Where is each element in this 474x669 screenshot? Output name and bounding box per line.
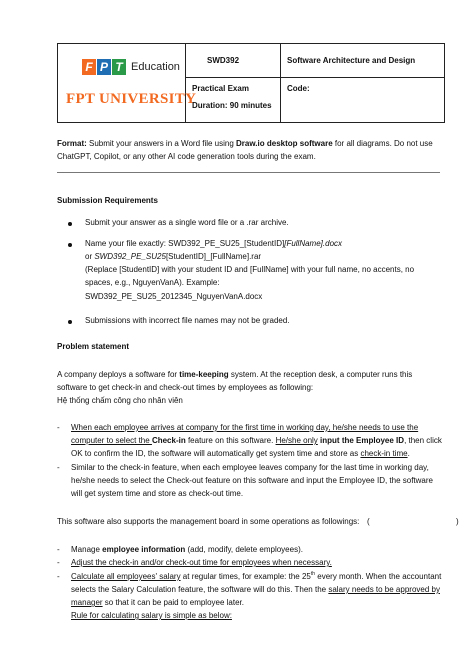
format-line-1: Format: Submit your answers in a Word file using Draw.io desktop software for all diagrams. Do not use: [57, 139, 433, 148]
manage-employee-item: Manage employee information (add, modify, delete employees).: [71, 545, 303, 554]
submission-item-2-line-3: (Replace [StudentID] with your student ID and [FullName] with your full name, no accents, no: [85, 265, 415, 274]
checkin-line-3: OK to confirm the ID, the software will automatically get system time and store as check-in time.: [71, 449, 410, 458]
fpt-letter-f: F: [82, 59, 96, 75]
dash-marker: -: [57, 572, 60, 581]
salary-item-line-1: Calculate all employees' salary at regular times, for example: the 25th every month. When the accountant: [71, 571, 442, 581]
submission-item-1: Submit your answer as a single word file or a .rar archive.: [85, 218, 289, 227]
format-line-2: ChatGPT, Copilot, or any other AI code generation tools during the exam.: [57, 152, 316, 161]
dash-marker: -: [57, 545, 60, 554]
bullet-icon: [68, 222, 72, 226]
adjust-time-item: Adjust the check-in and/or check-out time for employees when necessary.: [71, 558, 332, 567]
format-label: Format:: [57, 139, 87, 148]
fpt-letter-p: P: [97, 59, 111, 75]
table-divider: [185, 77, 444, 78]
exam-type: Practical Exam: [192, 84, 249, 93]
table-divider: [185, 44, 186, 122]
problem-paragraph-line-1: A company deploys a software for time-keeping system. At the reception desk, a computer runs this: [57, 370, 413, 379]
problem-paragraph-line-3: Hệ thống chấm công cho nhân viên: [57, 396, 183, 405]
salary-item-line-3: manager so that it can be paid to employee later.: [71, 598, 244, 607]
checkout-line-2: he/she needs to select the Check-out feature on this software and input the Employee ID, the software: [71, 476, 433, 485]
problem-paragraph-line-2: software to get check-in and check-out times by employees as following:: [57, 383, 314, 392]
exam-duration: Duration: 90 minutes: [192, 101, 272, 110]
salary-rule-line: Rule for calculating salary is simple as below:: [71, 611, 232, 620]
submission-item-2-line-2: or SWD392_PE_SU25[StudentID]_[FullName].rar: [85, 252, 262, 261]
format-tool: Draw.io desktop software: [236, 139, 333, 148]
checkout-line-3: will get system time and store as check-out time.: [71, 489, 244, 498]
checkin-line-1: When each employee arrives at company for the first time in working day, he/she needs to use the: [71, 423, 419, 432]
course-name: Software Architecture and Design: [287, 56, 416, 65]
dash-marker: -: [57, 558, 60, 567]
dash-marker: -: [57, 423, 60, 432]
bullet-icon: [68, 320, 72, 324]
submission-item-3: Submissions with incorrect file names may not be graded.: [85, 316, 290, 325]
open-paren: (: [367, 517, 370, 526]
close-paren: ): [456, 517, 459, 526]
logo-university-text: FPT UNIVERSITY: [66, 91, 197, 107]
header-table: [57, 43, 445, 123]
management-intro: This software also supports the management board in some operations as followings:: [57, 517, 360, 526]
checkin-line-2: computer to select the Check-in feature on this software. He/she only input the Employee ID, then click: [71, 436, 442, 445]
logo-education-text: Education: [131, 61, 180, 73]
submission-heading: Submission Requirements: [57, 196, 158, 205]
section-divider: [57, 172, 440, 173]
submission-item-2-line-5: SWD392_PE_SU25_2012345_NguyenVanA.docx: [85, 292, 263, 301]
submission-item-2-line-4: spaces, e.g., NguyenVanA). Example:: [85, 278, 220, 287]
problem-heading: Problem statement: [57, 342, 130, 351]
course-code: SWD392: [207, 56, 240, 65]
dash-marker: -: [57, 463, 60, 472]
fpt-letter-t: T: [112, 59, 126, 75]
table-divider: [280, 44, 281, 122]
bullet-icon: [68, 243, 72, 247]
submission-item-2-line-1: Name your file exactly: SWD392_PE_SU25_[StudentID][FullName].docx: [85, 239, 343, 248]
salary-item-line-2: selects the Salary Calculation feature, the software will do this. Then the salary needs to be approved by: [71, 585, 440, 594]
fpt-logo: [58, 44, 197, 122]
exam-code-label: Code:: [287, 84, 310, 93]
checkout-line-1: Similar to the check-in feature, when each employee leaves company for the last time in working day,: [71, 463, 429, 472]
